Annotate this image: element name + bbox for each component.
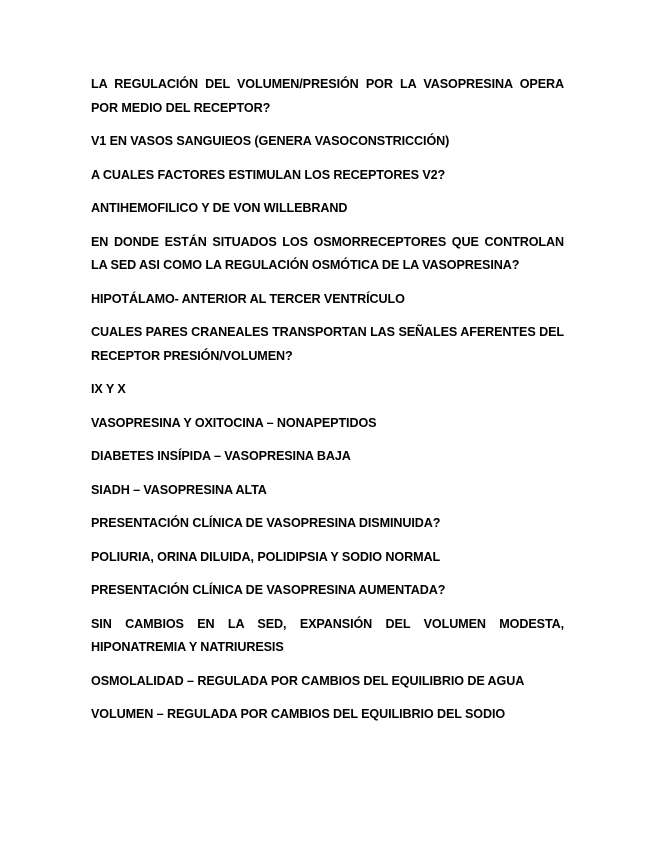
answer-hipotalamo: HIPOTÁLAMO- ANTERIOR AL TERCER VENTRÍCULO <box>91 291 405 306</box>
question-pares-craneales: CUALES PARES CRANEALES TRANSPORTAN LAS SEÑALES AFERENTES DEL RECEPTOR PRESIÓN/VOLUMEN? <box>91 325 564 363</box>
answer-v1-vasos: V1 EN VASOS SANGUIEOS (GENERA VASOCONSTRICCIÓN) <box>91 134 450 148</box>
answer-antihemofilico: ANTIHEMOFILICO Y DE VON WILLEBRAND <box>91 201 348 215</box>
question-osmorreceptores: EN DONDE ESTÁN SITUADOS LOS OSMORRECEPTORES QUE CONTROLAN LA SED ASI COMO LA REGULACIÓN OSMÓTICA DE LA VASOPRESINA? <box>91 234 564 272</box>
fact-osmolalidad: OSMOLALIDAD – REGULADA POR CAMBIOS DEL EQUILIBRIO DE AGUA <box>91 673 525 688</box>
answer-poliuria: POLIURIA, ORINA DILUIDA, POLIDIPSIA Y SODIO NORMAL <box>91 549 441 564</box>
fact-diabetes-insipida: DIABETES INSÍPIDA – VASOPRESINA BAJA <box>91 449 351 463</box>
answer-ix-x: IX Y X <box>91 382 126 396</box>
question-regulacion-volumen: LA REGULACIÓN DEL VOLUMEN/PRESIÓN POR LA VASOPRESINA OPERA POR MEDIO DEL RECEPTOR? <box>91 77 564 115</box>
document-page <box>91 73 564 737</box>
question-vasopresina-disminuida: PRESENTACIÓN CLÍNICA DE VASOPRESINA DISMINUIDA? <box>91 516 441 530</box>
fact-siadh: SIADH – VASOPRESINA ALTA <box>91 482 267 497</box>
answer-sin-cambios-sed: SIN CAMBIOS EN LA SED, EXPANSIÓN DEL VOLUMEN MODESTA, HIPONATREMIA Y NATRIURESIS <box>91 616 564 654</box>
question-vasopresina-aumentada: PRESENTACIÓN CLÍNICA DE VASOPRESINA AUMENTADA? <box>91 583 446 597</box>
fact-volumen-sodio: VOLUMEN – REGULADA POR CAMBIOS DEL EQUILIBRIO DEL SODIO <box>91 707 506 721</box>
question-receptores-v2: A CUALES FACTORES ESTIMULAN LOS RECEPTORES V2? <box>91 167 446 182</box>
fact-nonapeptidos: VASOPRESINA Y OXITOCINA – NONAPEPTIDOS <box>91 415 377 430</box>
